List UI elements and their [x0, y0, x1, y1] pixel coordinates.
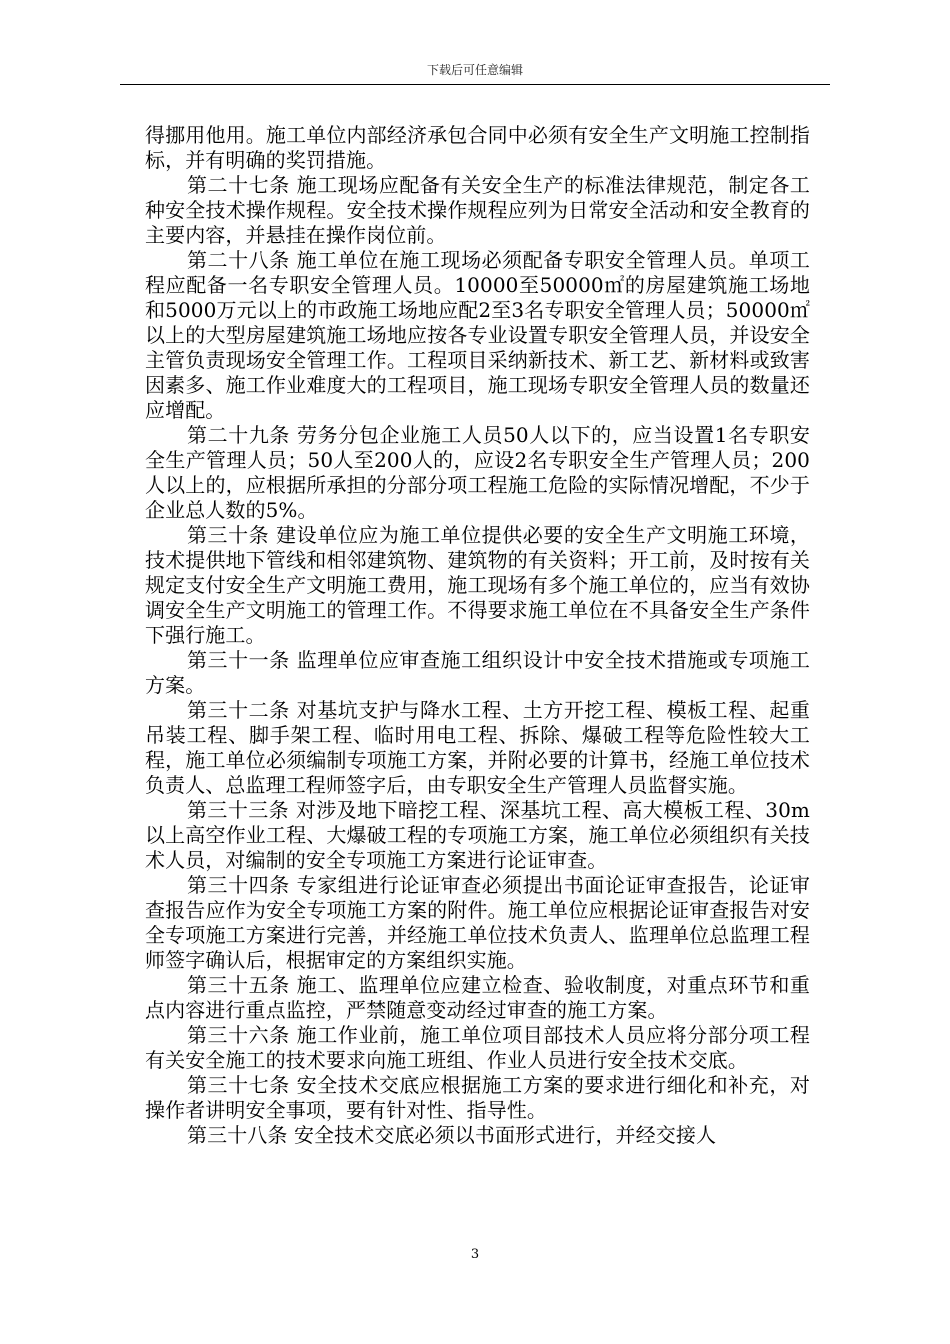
article-29: 第二十九条 劳务分包企业施工人员50人以下的，应当设置1名专职安全生产管理人员；50人至200人的，应设2名专职安全生产管理人员；200人以上的，应根据所承担的分部分项工程施工危险的实际情况增配，不少于企业总人数的5%。 [145, 423, 810, 522]
header-rule [120, 84, 830, 85]
article-36: 第三十六条 施工作业前，施工单位项目部技术人员应将分部分项工程有关安全施工的技术要求向施工班组、作业人员进行安全技术交底。 [145, 1023, 810, 1072]
article-32: 第三十二条 对基坑支护与降水工程、土方开挖工程、模板工程、起重吊装工程、脚手架工程、临时用电工程、拆除、爆破工程等危险性较大工程，施工单位必须编制专项施工方案，并附必要的计算书，经施工单位技术负责人、总监理工程师签字后，由专职安全生产管理人员监督实施。 [145, 698, 810, 797]
article-31: 第三十一条 监理单位应审查施工组织设计中安全技术措施或专项施工方案。 [145, 648, 810, 697]
article-27: 第二十七条 施工现场应配备有关安全生产的标准法律规范，制定各工种安全技术操作规程。安全技术操作规程应列为日常安全活动和安全教育的主要内容，并悬挂在操作岗位前。 [145, 173, 810, 247]
article-37: 第三十七条 安全技术交底应根据施工方案的要求进行细化和补充，对操作者讲明安全事项，要有针对性、指导性。 [145, 1073, 810, 1122]
page-number: 3 [470, 1247, 480, 1262]
article-38: 第三十八条 安全技术交底必须以书面形式进行，并经交接人 [187, 1123, 717, 1147]
document-body [145, 123, 810, 1148]
article-33: 第三十三条 对涉及地下暗挖工程、深基坑工程、高大模板工程、30m以上高空作业工程、大爆破工程的专项施工方案，施工单位必须组织有关技术人员，对编制的安全专项施工方案进行论证审查。 [145, 798, 810, 872]
article-30: 第三十条 建设单位应为施工单位提供必要的安全生产文明施工环境，技术提供地下管线和相邻建筑物、建筑物的有关资料；开工前，及时按有关规定支付安全生产文明施工费用，施工现场有多个施工单位的，应当有效协调安全生产文明施工的管理工作。不得要求施工单位在不具备安全生产条件下强行施工。 [145, 523, 810, 647]
page-header: 下载后可任意编辑 [426, 63, 523, 77]
article-28: 第二十八条 施工单位在施工现场必须配备专职安全管理人员。单项工程应配备一名专职安全管理人员。10000至50000㎡的房屋建筑施工场地和5000万元以上的市政施工场地应配2至3名专职安全管理人员；50000㎡以上的大型房屋建筑施工场地应按各专业设置专职安全管理人员，并设安全主管负责现场安全管理工作。工程项目采纳新技术、新工艺、新材料或致害因素多、施工作业难度大的工程项目，施工现场专职安全管理人员的数量还应增配。 [145, 248, 810, 422]
article-35: 第三十五条 施工、监理单位应建立检查、验收制度，对重点环节和重点内容进行重点监控，严禁随意变动经过审查的施工方案。 [145, 973, 810, 1022]
article-34: 第三十四条 专家组进行论证审查必须提出书面论证审查报告，论证审查报告应作为安全专项施工方案的附件。施工单位应根据论证审查报告对安全专项施工方案进行完善，并经施工单位技术负责人、监理单位总监理工程师签字确认后，根据审定的方案组织实施。 [145, 873, 810, 972]
paragraph-continuation: 得挪用他用。施工单位内部经济承包合同中必须有安全生产文明施工控制指标，并有明确的奖罚措施。 [145, 123, 810, 172]
